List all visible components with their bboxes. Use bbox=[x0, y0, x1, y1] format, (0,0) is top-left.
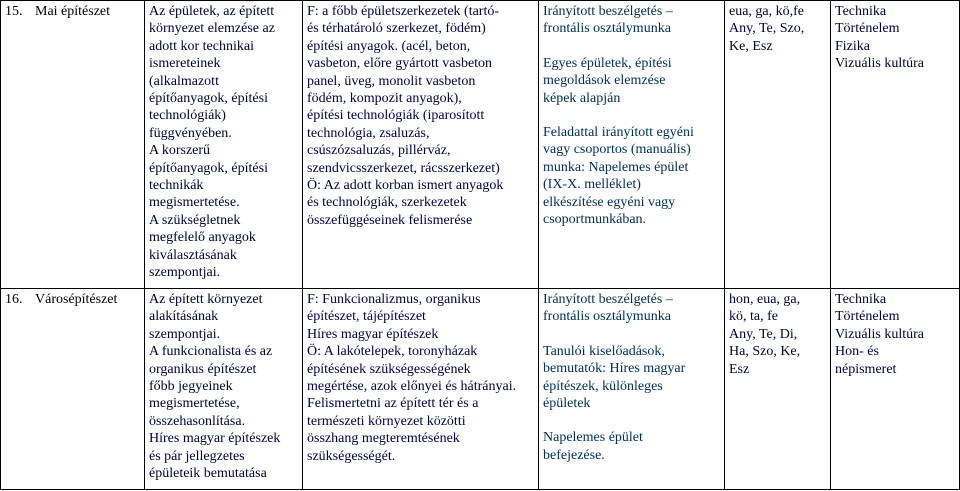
text-line: ismereteinek bbox=[149, 56, 221, 72]
lesson-number: 15. bbox=[5, 4, 23, 19]
links-cell bbox=[831, 1, 960, 289]
text-line: Ha, Szo, Ke, bbox=[729, 344, 801, 360]
text-line: Ke, Esz bbox=[729, 38, 773, 54]
text-line: technikák bbox=[149, 178, 204, 194]
text-line: természeti környezet közötti bbox=[307, 413, 466, 429]
text-line: Ö: A lakótelepek, toronyházak bbox=[307, 344, 478, 360]
text-line: vasbeton, előre gyártott vasbeton bbox=[307, 56, 493, 72]
text-line: befejezése. bbox=[543, 447, 605, 463]
text-line: szükségességét. bbox=[307, 448, 396, 464]
line-gap bbox=[543, 326, 720, 343]
text-line: épületek bbox=[543, 396, 591, 412]
text-line: Irányított beszélgetés – bbox=[543, 292, 673, 307]
links-cell bbox=[831, 289, 960, 490]
text-line: építésének szükségességének bbox=[307, 361, 471, 377]
lesson-topic: Mai építészet bbox=[35, 4, 111, 19]
lesson-cell bbox=[1, 289, 145, 490]
text-line: szempontjai. bbox=[149, 265, 221, 281]
text-line: Híres magyar építészek bbox=[307, 326, 439, 342]
table-row bbox=[1, 1, 960, 289]
text-line: bemutatók: Híres magyar bbox=[543, 361, 686, 377]
text-line: megismertetése, bbox=[149, 396, 240, 412]
text-line: csúszózsaluzás, pillérváz, bbox=[307, 143, 451, 159]
lesson-topic: Városépítészet bbox=[35, 292, 118, 307]
text-line: környezet elemzése az bbox=[149, 21, 275, 37]
text-line: Irányított beszélgetés – bbox=[543, 4, 673, 19]
line-gap bbox=[543, 107, 720, 124]
activities-cell bbox=[539, 1, 725, 289]
text-line: F: Funkcionalizmus, organikus bbox=[307, 292, 481, 307]
text-line: panel, üveg, monolit vasbeton bbox=[307, 73, 476, 89]
competencies-cell bbox=[725, 1, 831, 289]
content-cell bbox=[303, 289, 539, 490]
line-gap bbox=[543, 412, 720, 429]
text-line: összhang megteremtésének bbox=[307, 431, 460, 447]
text-line: és technológiák, szerkezetek bbox=[307, 195, 467, 211]
text-line: Any, Te, Szo, bbox=[729, 21, 805, 37]
text-line: Any, Te, Di, bbox=[729, 326, 798, 342]
text-line: képek alapján bbox=[543, 90, 621, 106]
text-line: elkészítése egyéni vagy bbox=[543, 194, 676, 210]
text-line: szendvicsszerkezet, rácsszerkezet) bbox=[307, 160, 500, 176]
text-line: Történelem bbox=[835, 21, 900, 37]
text-line: vagy csoportos (manuális) bbox=[543, 142, 691, 158]
text-line: Híres magyar építészek bbox=[149, 431, 281, 447]
text-line: frontális osztálymunka bbox=[543, 21, 671, 37]
text-line: Az épületek, az épített bbox=[149, 4, 275, 19]
text-line: Technika bbox=[835, 4, 887, 19]
text-line: szempontjai. bbox=[149, 326, 221, 342]
text-line: A funkcionalista és az bbox=[149, 344, 273, 360]
text-line: Vizuális kultúra bbox=[835, 56, 924, 72]
text-line: Tanulói kiselőadások, bbox=[543, 343, 665, 359]
text-line: technológia, zsaluzás, bbox=[307, 125, 430, 141]
table-row bbox=[1, 289, 960, 490]
text-line: Hon- és bbox=[835, 344, 879, 360]
text-line: (alkalmazott bbox=[149, 73, 219, 89]
text-line: építőanyagok, építési bbox=[149, 160, 268, 176]
text-line: függvényében. bbox=[149, 125, 232, 141]
text-line: Feladattal irányított egyéni bbox=[543, 125, 694, 141]
text-line: kiválasztásának bbox=[149, 247, 237, 263]
text-line: építészet, tájépítészet bbox=[307, 309, 426, 325]
text-line: F: a főbb épületszerkezetek (tartó- bbox=[307, 4, 500, 19]
goals-cell bbox=[145, 289, 303, 490]
text-line: összehasonlítása. bbox=[149, 413, 246, 429]
text-line: Az épített környezet bbox=[149, 292, 263, 307]
lesson-cell bbox=[1, 1, 145, 289]
activities-cell bbox=[539, 289, 725, 490]
text-line: frontális osztálymunka bbox=[543, 309, 671, 325]
text-line: Felismertetni az épített tér és a bbox=[307, 396, 479, 412]
text-line: A korszerű bbox=[149, 143, 211, 159]
line-gap bbox=[543, 38, 720, 55]
text-line: Egyes épületek, építési bbox=[543, 55, 672, 71]
text-line: Ö: Az adott korban ismert anyagok bbox=[307, 178, 504, 194]
text-line: összefüggéseinek felismerése bbox=[307, 212, 473, 228]
text-line: megismertetése. bbox=[149, 195, 240, 211]
text-line: födém, kompozit anyagok), bbox=[307, 91, 462, 107]
text-line: (IX-X. melléklet) bbox=[543, 177, 641, 193]
text-line: főbb jegyeinek bbox=[149, 379, 233, 395]
text-line: építészek, különleges bbox=[543, 378, 663, 394]
text-line: épületeik bemutatása bbox=[149, 466, 267, 482]
text-line: építési anyagok. (acél, beton, bbox=[307, 38, 471, 54]
text-line: adott kor technikai bbox=[149, 38, 254, 54]
competencies-cell bbox=[725, 289, 831, 490]
text-line: népismeret bbox=[835, 361, 897, 377]
text-line: építési technológiák (iparosított bbox=[307, 108, 485, 124]
text-line: kö, ta, fe bbox=[729, 309, 778, 325]
text-line: Történelem bbox=[835, 309, 900, 325]
text-line: alakításának bbox=[149, 309, 219, 325]
text-line: megértése, azok előnyei és hátrányai. bbox=[307, 379, 517, 395]
text-line: és pár jellegzetes bbox=[149, 448, 245, 464]
text-line: organikus építészet bbox=[149, 361, 257, 377]
text-line: Napelemes épület bbox=[543, 430, 643, 446]
text-line: hon, eua, ga, bbox=[729, 292, 801, 307]
text-line: technológiák) bbox=[149, 108, 226, 124]
goals-cell bbox=[145, 1, 303, 289]
text-line: Technika bbox=[835, 292, 887, 307]
text-line: eua, ga, kö,fe bbox=[729, 4, 805, 19]
text-line: A szükségletnek bbox=[149, 212, 241, 228]
text-line: munka: Napelemes épület bbox=[543, 159, 689, 175]
text-line: Fizika bbox=[835, 38, 870, 54]
text-line: és térhatároló szerkezet, födém) bbox=[307, 21, 486, 37]
text-line: Esz bbox=[729, 361, 750, 377]
lesson-number: 16. bbox=[5, 292, 23, 307]
text-line: csoportmunkában. bbox=[543, 212, 647, 228]
text-line: megoldások elemzése bbox=[543, 73, 666, 89]
text-line: Vizuális kultúra bbox=[835, 326, 924, 342]
content-cell bbox=[303, 1, 539, 289]
text-line: megfelelő anyagok bbox=[149, 230, 256, 246]
text-line: építőanyagok, építési bbox=[149, 91, 268, 107]
